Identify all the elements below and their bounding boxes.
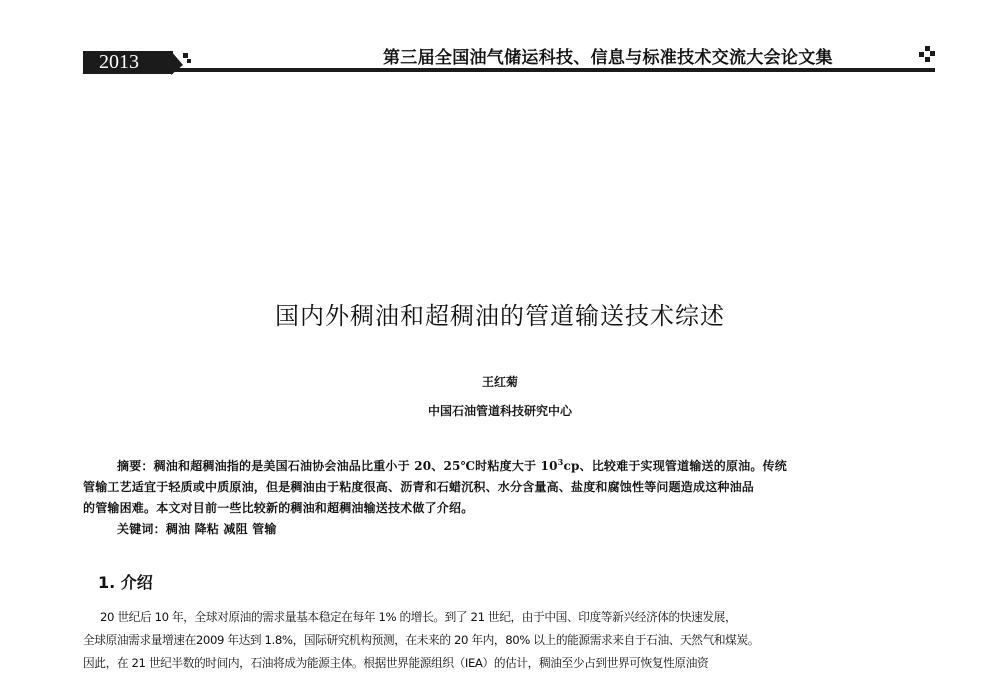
series-title: 第三届全国油气储运科技、信息与标准技术交流大会论文集 xyxy=(383,48,833,68)
abstract-line: 摘要：稠油和超稠油指的是美国石油协会油品比重小于 20、25℃时粘度大于 $10^3cp$、比较难于实现管道输送的原油。传统 xyxy=(117,457,787,473)
keywords xyxy=(83,519,933,540)
paper-author: 王红菊 xyxy=(481,375,518,389)
section-body xyxy=(83,606,938,675)
header-rule xyxy=(175,68,935,72)
running-header xyxy=(83,37,935,79)
abstract-line: 的管输困难。本文对目前一些比较新的稠油和超稠油输送技术做了介绍。 xyxy=(83,501,474,515)
paper-title: 国内外稠油和超稠油的管道输送技术综述 xyxy=(275,302,725,330)
body-line: 全球原油需求量增速在2009 年达到 1.8%，国际研究机构预测，在未来的 20 年内，80% 以上的能源需求来自于石油、天然气和煤炭。 xyxy=(83,633,760,647)
header-end-decor-icon xyxy=(919,44,935,68)
abstract xyxy=(83,452,933,540)
abstract-label: 摘要： xyxy=(117,459,154,473)
body-line: 因此，在 21 世纪半数的时间内，石油将成为能源主体。根据世界能源组织（IEA）的估计，稠油至少占到世界可恢复性原油资 xyxy=(83,656,709,670)
keywords-label: 关键词： xyxy=(117,522,166,536)
section-heading: 1. 介绍 xyxy=(98,573,153,592)
body-line: 20 世纪后 10 年，全球对原油的需求量基本稳定在每年 1% 的增长。到了 21 世纪，由于中国、印度等新兴经济体的快速发展， xyxy=(100,610,737,624)
abstract-line: 管输工艺适宜于轻质或中质原油，但是稠油由于粘度很高、沥青和石蜡沉积、水分含量高、盐度和腐蚀性等问题造成这种油品 xyxy=(83,480,755,494)
keywords-list: 稠油 降粘 减阻 管输 xyxy=(165,522,277,536)
header-year: 2013 xyxy=(83,51,173,74)
paper-affiliation: 中国石油管道科技研究中心 xyxy=(427,404,572,418)
